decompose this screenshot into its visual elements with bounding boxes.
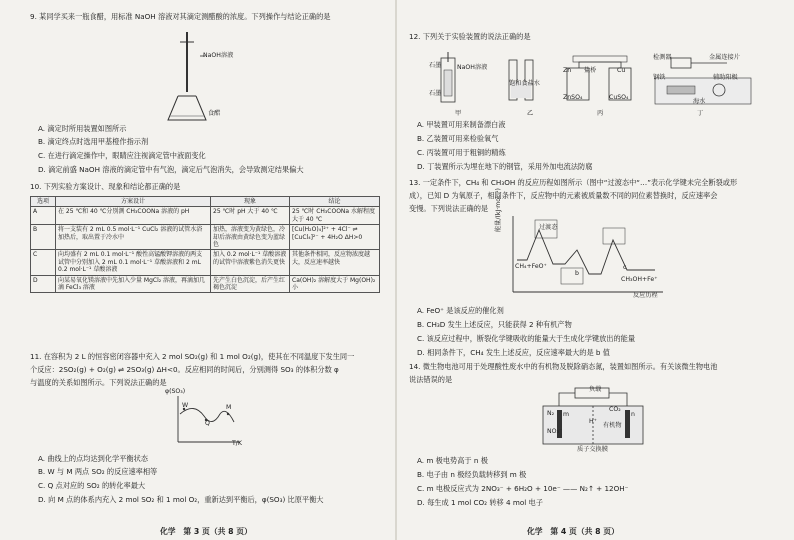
cell: 25 ℃时 pH 大于 40 ℃: [211, 207, 290, 225]
q13-label-b: b: [575, 270, 579, 277]
q12-label-saltwater: 饱和食盐水: [509, 80, 540, 87]
q13-option-b[interactable]: B. CH₃D 发生上述反应，只能获得 2 种有机产物: [417, 320, 572, 329]
label-vinegar: 食醋: [208, 110, 221, 117]
q11-stem-3: 与温度的关系如图所示。下列说法正确的是: [30, 378, 167, 387]
q12-fig-label-ding: 丁: [697, 110, 704, 117]
q13-option-a[interactable]: A. FeO⁺ 是该反应的催化剂: [417, 306, 504, 315]
cell: 向某易氧化镁溶液中先加入少量 MgCl₂ 溶液，再滴加几滴 FeCl₃ 溶液: [56, 275, 211, 293]
cell: [Cu(H₂O)₄]²⁺ + 4Cl⁻ ⇌ [CuCl₄]²⁻ + 4H₂O ΔH>0: [290, 225, 380, 250]
q13-axis-x: 反应历程: [633, 292, 658, 299]
q13-stem-3: 变慢。下列说法正确的是: [409, 204, 489, 213]
q12-option-a[interactable]: A. 甲装置可用来制备漂白液: [417, 120, 506, 129]
table-row[interactable]: [31, 250, 380, 275]
q11-axis-x: T/K: [232, 440, 242, 447]
q12-label-connector: 金属连接片: [709, 54, 740, 61]
q14-stem-1: 14. 微生物电池可用于处理酸性废水中的有机物及脱除硝态氮，装置如图所示。有关该微生物电池: [409, 362, 718, 371]
cell: 加入 0.2 mol·L⁻¹ 草酸溶液的试管中溶液紫色消失更快: [211, 250, 290, 275]
label-naoh: NaOH溶液: [203, 52, 234, 59]
q14-stem-2: 说法错误的是: [409, 375, 453, 384]
q13-stem-2: 成），已知 D 为氧原子，相同条件下，反应物中的元素被质量数不同的同位素替换时，反应速率会: [409, 191, 718, 200]
cell: C: [31, 250, 56, 275]
q12-label-steel: 钢铁: [653, 74, 666, 81]
q13-stem-1: 13. 一定条件下，CH₄ 和 CH₃OH 的反应历程如图所示（图中“过渡态中“…”表示化学键未完全断裂或形: [409, 178, 738, 187]
cell: 在 25 ℃和 40 ℃分别测 CH₃COONa 溶液的 pH: [56, 207, 211, 225]
cell: 将一支装有 2 mL 0.5 mol·L⁻¹ CuCl₂ 溶液的试管水浴加热后，取出置于冷水中: [56, 225, 211, 250]
cell: 其他条件相同，反应物浓度越大，反应速率越快: [290, 250, 380, 275]
cell: 25 ℃时 CH₃COONa 水解程度大于 40 ℃: [290, 207, 380, 225]
q12-label-anode: 辅助阳极: [713, 74, 738, 81]
q11-point-q: Q: [205, 420, 210, 427]
q11-point-w: W: [182, 402, 189, 409]
q12-fig-label-yi: 乙: [527, 110, 534, 117]
footer-left: 化学 第 3 页（共 8 页）: [160, 527, 252, 536]
q14-label-n: n: [631, 411, 635, 418]
q9-option-b[interactable]: B. 滴定终点时选用甲基橙作指示剂: [38, 137, 149, 146]
q12-label-znso4: ZnSO₄: [563, 94, 583, 101]
q12-fig-label-jia: 甲: [455, 110, 462, 117]
q13-axis-y: 能量/(kJ·mol⁻¹): [495, 188, 502, 232]
cell: D: [31, 275, 56, 293]
q9-option-a[interactable]: A. 滴定时所用装置如图所示: [38, 124, 127, 133]
q9-stem: 9. 某同学买来一瓶食醋，用标准 NaOH 溶液对其滴定测醋酸的浓度。下列操作与结论正确的是: [30, 12, 331, 21]
q10-header: 结论: [290, 197, 380, 207]
q14-option-c[interactable]: C. m 电极反应式为 2NO₃⁻ + 6H₂O + 10e⁻ —— N₂↑ + 12OH⁻: [417, 484, 629, 493]
q10-table: [30, 196, 380, 293]
cell: B: [31, 225, 56, 250]
q12-label-detector: 检测器: [653, 54, 672, 61]
q10-header: 现象: [211, 197, 290, 207]
q9-option-d[interactable]: D. 滴定前盛 NaOH 溶液的滴定管中有气泡，滴定后气泡消失，会导致测定结果偏大: [38, 165, 304, 174]
q9-option-c[interactable]: C. 在进行滴定操作中，眼睛应注视滴定管中液面变化: [38, 151, 206, 160]
q12-label-graphite: 石墨: [429, 62, 442, 69]
q12-label-seawater: 海水: [693, 98, 706, 105]
q13-label-c: c: [623, 264, 627, 271]
q14-label-load: 负载: [589, 386, 602, 393]
q11-stem-2: 个反应：2SO₂(g) + O₂(g) ⇌ 2SO₃(g) ΔH<0。反应相同的时间后，分别测得 SO₃ 的体积分数 φ: [30, 365, 339, 374]
q11-option-c[interactable]: C. Q 点对应的 SO₂ 的转化率最大: [38, 481, 146, 490]
q11-option-d[interactable]: D. 向 M 点的体系内充入 2 mol SO₂ 和 1 mol O₂，重新达到平衡后，φ(SO₃) 比原平衡大: [38, 495, 324, 504]
q13-option-c[interactable]: C. 该反应过程中，断裂化学键吸收的能量大于生成化学键放出的能量: [417, 334, 636, 343]
q10-stem: 10. 下列实验方案设计、现象和结论都正确的是: [30, 182, 181, 191]
q14-label-h: H⁺: [589, 418, 597, 425]
q14-label-n2: N₂: [547, 410, 555, 417]
q12-option-c[interactable]: C. 丙装置可用于粗铜的精炼: [417, 148, 506, 157]
q12-option-b[interactable]: B. 乙装置可用来检验氧气: [417, 134, 499, 143]
cell: 加热，溶液变为黄绿色，冷却后溶液由黄绿色变为蓝绿色: [211, 225, 290, 250]
q14-option-d[interactable]: D. 每生成 1 mol CO₂ 转移 4 mol 电子: [417, 498, 543, 507]
cell: 向均盛有 2 mL 0.1 mol·L⁻¹ 酸性高锰酸钾溶液的两支试管中分别加入 2 mL 0.1 mol·L⁻¹ 草酸溶液和 2 mL 0.2 mol·L⁻¹ 草酸溶液: [56, 250, 211, 275]
q13-label-product: CH₃OH+Fe⁺: [621, 276, 658, 283]
q14-label-organic: 有机物: [603, 422, 622, 429]
q12-option-d[interactable]: D. 丁装置所示为埋在地下的钢管，采用外加电流法防腐: [417, 162, 593, 171]
cell: A: [31, 207, 56, 225]
q11-point-m: M: [226, 404, 232, 411]
footer-right: 化学 第 4 页（共 8 页）: [527, 527, 619, 536]
q12-label-cuso4: CuSO₄: [609, 94, 629, 101]
q14-label-membrane: 质子交换膜: [577, 446, 608, 453]
q13-option-d[interactable]: D. 相同条件下，CH₄ 发生上述反应，反应速率最大的是 b 值: [417, 348, 610, 357]
table-row[interactable]: [31, 275, 380, 293]
q10-header: 方案设计: [56, 197, 211, 207]
q10-header: 选项: [31, 197, 56, 207]
q12-fig-label-bing: 丙: [597, 110, 604, 117]
q11-stem-1: 11. 在容积为 2 L 的恒容密闭容器中充入 2 mol SO₂(g) 和 1 mol O₂(g)，使其在不同温度下发生同一: [30, 352, 355, 361]
q12-stem: 12. 下列关于实验装置的说法正确的是: [409, 32, 531, 41]
cell: Ca(OH)₂ 溶解度大于 Mg(OH)₂ 小: [290, 275, 380, 293]
q14-option-b[interactable]: B. 电子由 n 极经负载转移到 m 极: [417, 470, 527, 479]
q12-label-graphite: 石墨: [429, 90, 442, 97]
q13-energy-diagram: [505, 212, 665, 304]
q11-option-b[interactable]: B. W 与 M 两点 SO₂ 的反应速率相等: [38, 467, 158, 476]
table-row[interactable]: [31, 225, 380, 250]
q12-label-naoh: NaOH溶液: [457, 64, 488, 71]
q14-option-a[interactable]: A. m 极电势高于 n 极: [417, 456, 488, 465]
q14-label-m: m: [563, 411, 570, 418]
q13-label-reactant: CH₄+FeO⁺: [515, 263, 547, 270]
q12-label-zn: Zn: [563, 67, 572, 74]
q13-label-ts: 过渡态: [539, 224, 558, 231]
q14-label-no3: NO₃⁻: [547, 428, 563, 435]
q12-label-bridge: 盐桥: [584, 67, 597, 74]
q12-label-cu: Cu: [617, 67, 626, 74]
page-fold: [395, 0, 397, 540]
q14-label-co2: CO₂: [609, 406, 621, 413]
q11-option-a[interactable]: A. 曲线上的点均达到化学平衡状态: [38, 454, 148, 463]
q11-axis-y: φ(SO₃): [165, 388, 186, 395]
cell: 先产生白色沉淀，后产生红褐色沉淀: [211, 275, 290, 293]
table-row[interactable]: [31, 207, 380, 225]
